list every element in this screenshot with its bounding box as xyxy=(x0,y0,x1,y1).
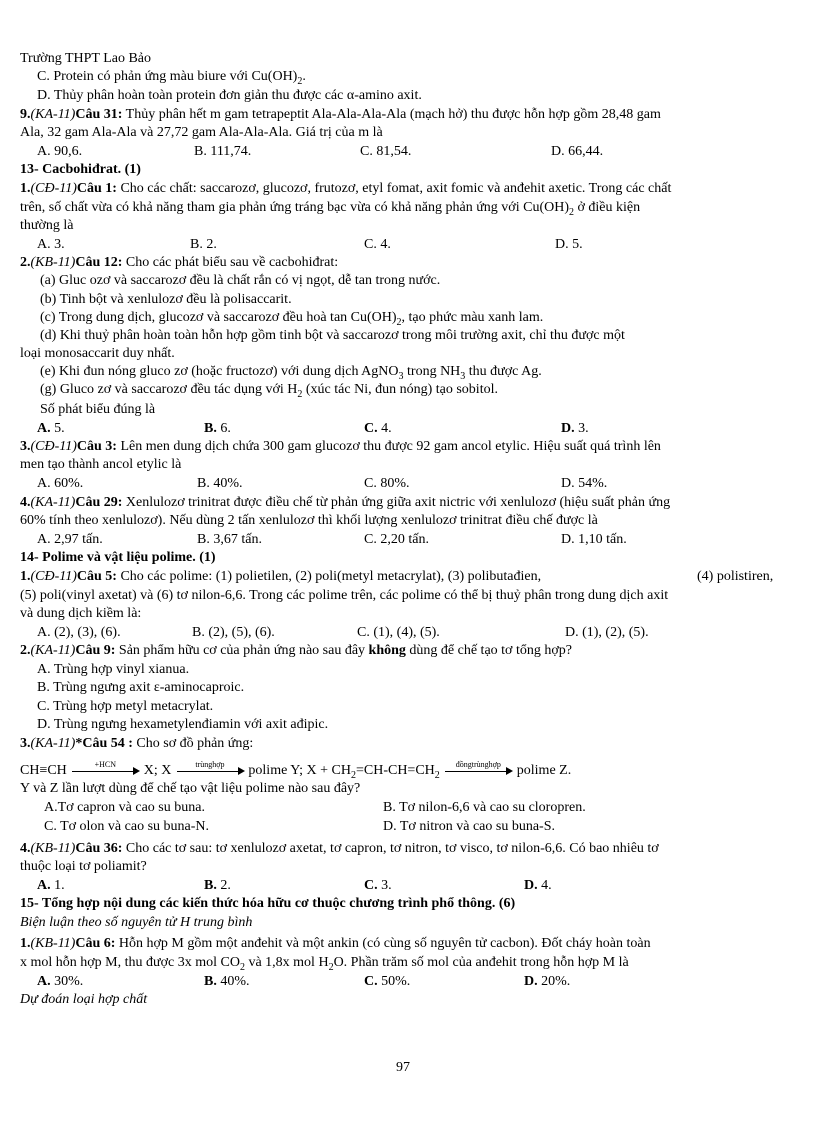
q13-4-option-d: D. 1,10 tấn. xyxy=(561,532,627,547)
q13-1-option-d: D. 5. xyxy=(555,237,583,252)
q14-3-option-c: C. Tơ olon và cao su buna-N. xyxy=(44,819,210,834)
q15-1-option-c: C. 50%. xyxy=(364,974,411,989)
reaction-arrow-polymerization: trùnghợp xyxy=(175,766,245,776)
q13-1-option-c: C. 4. xyxy=(364,237,391,252)
question-9-line2: Ala, 32 gam Ala-Ala và 27,72 gam Ala-Ala-Ala. Giá trị của m là xyxy=(20,125,383,140)
question-13-2-ask: Số phát biểu đúng là xyxy=(40,402,156,417)
q14-4-option-c: C. 3. xyxy=(364,878,392,893)
q14-1-option-a: A. (2), (3), (6). xyxy=(37,625,121,640)
q13-2-option-c: C. 4. xyxy=(364,421,392,436)
q9-option-c: C. 81,54. xyxy=(360,144,412,159)
question-13-1-line2: trên, số chất vừa có khả năng tham gia phản ứng tráng bạc vừa có khả năng phản ứng với $Cu(OH)_2$ ở điều kiện xyxy=(20,200,641,218)
prev-option-c: C. Protein có phản ứng màu biure với $Cu(OH)_2$. xyxy=(37,69,306,87)
question-14-2: 2.(KA-11)Câu 9: Sản phẩm hữu cơ của phản ứng nào sau đây không dùng để chế tạo tơ tổng hợp? xyxy=(20,643,572,658)
statement-b: (b) Tinh bột và xenlulozơ đều là polisaccarit. xyxy=(40,292,292,307)
q13-3-option-c: C. 80%. xyxy=(364,476,410,491)
section-15-title: 15- Tổng hợp nội dung các kiến thức hóa hữu cơ thuộc chương trình phổ thông. (6) xyxy=(20,896,516,911)
reaction-scheme: CH≡CH +HCN X; X trùnghợp polime Y; $X + CH_2=CH-CH=CH_2$ đồngtrùnghợp polime Z. xyxy=(20,759,572,781)
reaction-arrow-copolymerization: đồngtrùnghợp xyxy=(443,766,513,776)
q13-4-option-b: B. 3,67 tấn. xyxy=(197,532,262,547)
q13-4-option-c: C. 2,20 tấn. xyxy=(364,532,429,547)
reaction-arrow-hcn: +HCN xyxy=(70,766,140,776)
statement-a: (a) Gluc ozơ và saccarozơ đều là chất rắn có vị ngọt, dễ tan trong nước. xyxy=(40,273,441,288)
prev-option-d: D. Thủy phân hoàn toàn protein đơn giản thu được các α-amino axit. xyxy=(37,88,422,103)
q14-2-option-d: D. Trùng ngưng hexametylenđiamin với axit ađipic. xyxy=(37,717,329,732)
question-13-1: 1.(CĐ-11)Câu 1: Cho các chất: saccarozơ, glucozơ, frutozơ, etyl fomat, axit fomic và anđehit axetic. Trong các chất xyxy=(20,181,672,196)
q14-1-option-c: C. (1), (4), (5). xyxy=(357,625,440,640)
q14-2-option-c: C. Trùng hợp metyl metacrylat. xyxy=(37,699,214,714)
statement-c: (c) Trong dung dịch, glucozơ và saccarozơ đều hoà $\tan Cu(OH)_2$, tạo phức màu xanh lam. xyxy=(40,310,544,328)
q15-1-option-b: B. 40%. xyxy=(204,974,250,989)
section-15-subtitle: Biện luận theo số nguyên tử H trung bình xyxy=(20,915,253,930)
question-14-4: 4.(KB-11)Câu 36: Cho các tơ sau: tơ xenlulozơ axetat, tơ capron, tơ nitron, tơ visco, tơ nilon-6,6. Có bao nhiêu tơ xyxy=(20,841,659,856)
question-14-3: 3.(KA-11)*Câu 54 : Cho sơ đồ phản ứng: xyxy=(20,736,254,751)
question-13-3-line2: men tạo thành ancol etylic là xyxy=(20,457,182,472)
q15-1-option-d: D. 20%. xyxy=(524,974,571,989)
question-14-1: 1.(CĐ-11)Câu 5: Cho các polime: (1) polietilen, (2) poli(metyl metacrylat), (3) polibutađien, xyxy=(20,569,542,584)
school-header: Trường THPT Lao Bảo xyxy=(20,51,152,66)
question-14-1-line3: và dung dịch kiềm là: xyxy=(20,606,142,621)
statement-d: (d) Khi thuỷ phân hoàn toàn hỗn hợp gồm tinh bột và saccarozơ trong môi trường axit, chỉ thu được một xyxy=(40,328,625,343)
q13-2-option-b: B. 6. xyxy=(204,421,231,436)
question-13-4-line2: 60% tính theo xenlulozơ). Nếu dùng 2 tấn xenlulozơ thì khối lượng xenlulozơ trinitrat điều chế được là xyxy=(20,513,598,528)
footer-note: Dự đoán loại hợp chất xyxy=(20,992,148,1007)
q14-1-option-d: D. (1), (2), (5). xyxy=(565,625,649,640)
statement-d-line2: loại monosaccarit duy nhất. xyxy=(20,346,175,361)
q13-2-option-d: D. 3. xyxy=(561,421,589,436)
q14-3-option-a: A.Tơ capron và cao su buna. xyxy=(44,800,205,815)
q13-1-option-b: B. 2. xyxy=(190,237,217,252)
section-14-title: 14- Polime và vật liệu polime. (1) xyxy=(20,550,216,565)
q14-3-option-b: B. Tơ nilon-6,6 và cao su cloropren. xyxy=(383,800,586,815)
q13-3-option-a: A. 60%. xyxy=(37,476,84,491)
q15-1-option-a: A. 30%. xyxy=(37,974,84,989)
statement-g: (g) Gluco zơ và saccarozơ đều tác dụng với $H_2$ (xúc tác Ni, đun nóng) tạo sobitol. xyxy=(40,382,498,400)
q14-4-option-b: B. 2. xyxy=(204,878,231,893)
question-14-1-item4: (4) polistiren, xyxy=(697,569,774,584)
question-13-1-line3: thường là xyxy=(20,218,74,233)
q9-option-b: B. 111,74. xyxy=(194,144,252,159)
q13-2-option-a: A. 5. xyxy=(37,421,65,436)
q9-option-a: A. 90,6. xyxy=(37,144,83,159)
q9-option-d: D. 66,44. xyxy=(551,144,604,159)
q14-1-option-b: B. (2), (5), (6). xyxy=(192,625,275,640)
question-13-4: 4.(KA-11)Câu 29: Xenlulozơ trinitrat được điều chế từ phản ứng giữa axit nictric với xenlulozơ (hiệu suất phản ứng xyxy=(20,495,671,510)
q14-4-option-a: A. 1. xyxy=(37,878,65,893)
statement-e: (e) Khi đun nóng gluco zơ (hoặc fructozơ) với dung dịch AgNO$_3$ trong $NH_3$ thu được Ag. xyxy=(40,364,542,382)
question-14-3-ask: Y và Z lần lượt dùng để chế tạo vật liệu polime nào sau đây? xyxy=(20,781,361,796)
question-15-1-line2: x mol hỗn hợp M, thu được 3x mol $CO_2$ và 1,8x mol $H_2O$. Phần trăm số mol của anđehit trong hỗn hợp M là xyxy=(20,955,629,973)
q13-1-option-a: A. 3. xyxy=(37,237,65,252)
q13-3-option-b: B. 40%. xyxy=(197,476,243,491)
q14-2-option-a: A. Trùng hợp vinyl xianua. xyxy=(37,662,190,677)
q13-4-option-a: A. 2,97 tấn. xyxy=(37,532,103,547)
page-number: 97 xyxy=(396,1060,410,1075)
question-9: 9.(KA-11)Câu 31: Thủy phân hết m gam tetrapeptit Ala-Ala-Ala-Ala (mạch hở) thu được hỗn hợp gồm 28,48 gam xyxy=(20,107,661,122)
question-13-3: 3.(CĐ-11)Câu 3: Lên men dung dịch chứa 300 gam glucozơ thu được 92 gam ancol etylic. Hiệu suất quá trình lên xyxy=(20,439,661,454)
section-13-title: 13- Cacbohiđrat. (1) xyxy=(20,162,141,177)
q14-3-option-d: D. Tơ nitron và cao su buna-S. xyxy=(383,819,556,834)
question-13-2: 2.(KB-11)Câu 12: Cho các phát biểu sau về cacbohiđrat: xyxy=(20,255,339,270)
question-15-1: 1.(KB-11)Câu 6: Hỗn hợp M gồm một anđehit và một ankin (có cùng số nguyên tử cacbon). Đốt cháy hoàn toàn xyxy=(20,936,651,951)
q14-4-option-d: D. 4. xyxy=(524,878,552,893)
q14-2-option-b: B. Trùng ngưng axit ε-aminocaproic. xyxy=(37,680,245,695)
question-14-4-line2: thuộc loại tơ poliamit? xyxy=(20,859,147,874)
q13-3-option-d: D. 54%. xyxy=(561,476,608,491)
question-14-1-line2: (5) poli(vinyl axetat) và (6) tơ nilon-6,6. Trong các polime trên, các polime có thể bị thuỷ phân trong dung dịch axit xyxy=(20,588,669,603)
